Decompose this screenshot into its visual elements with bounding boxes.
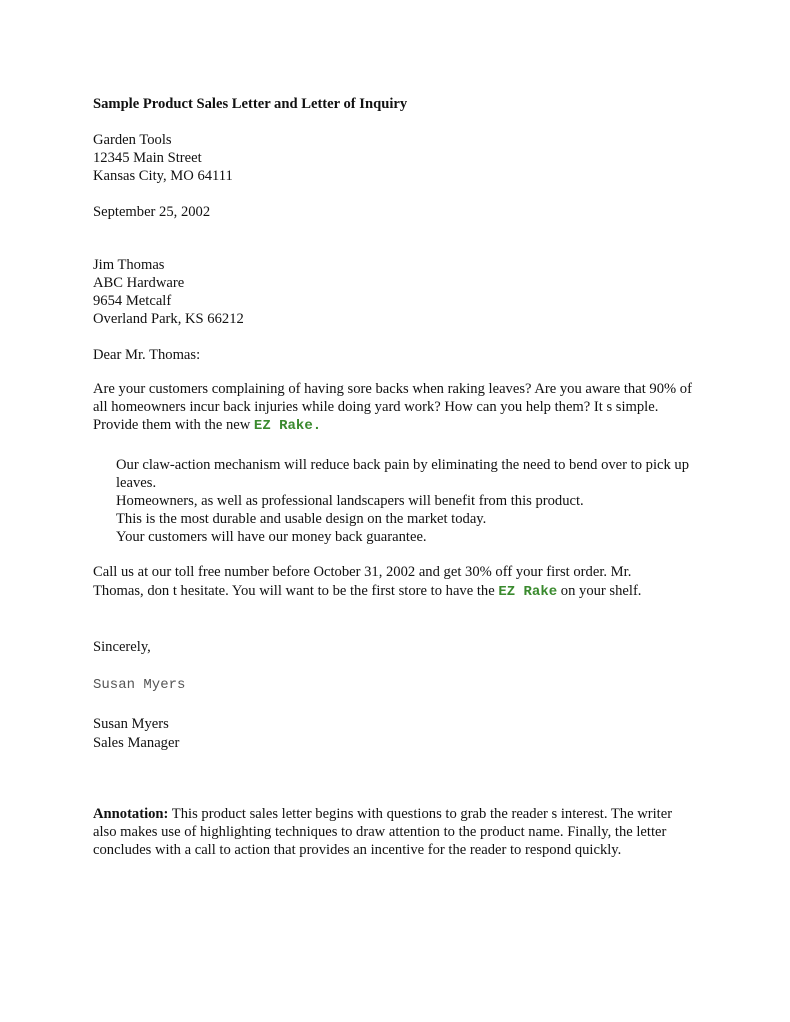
benefit-item: Our claw-action mechanism will reduce back pain by eliminating the need to bend over to pick up leaves. [116, 457, 690, 491]
benefit-item: This is the most durable and usable design on the market today. [116, 511, 487, 527]
signer-name: Susan Myers [93, 716, 169, 732]
recipient-line-2: ABC Hardware [93, 275, 185, 291]
sender-line-1: Garden Tools [93, 132, 172, 148]
signature: Susan Myers [93, 677, 186, 693]
recipient-line-3: 9654 Metcalf [93, 293, 172, 309]
annotation-label: Annotation: [93, 806, 169, 822]
salutation: Dear Mr. Thomas: [93, 347, 201, 363]
annotation-text: This product sales letter begins with questions to grab the reader s interest. The writer also makes use of highlighting techniques to draw attention to the product name. Finally, the letter concludes with a call to action that provides an incentive for the reader to respond quickly. [93, 806, 673, 858]
paragraph-intro-text: Are your customers complaining of having sore backs when raking leaves? Are you aware that 90% of all homeowners incur back injuries while doing yard work? How can you help them? It s simple. Provide them with the new [93, 381, 692, 433]
sender-line-3: Kansas City, MO 64111 [93, 168, 233, 184]
signer-title: Sales Manager [93, 735, 180, 751]
product-name-highlight: EZ Rake [498, 584, 558, 600]
benefit-list [116, 456, 706, 546]
letter-date: September 25, 2002 [93, 204, 211, 220]
sender-line-2: 12345 Main Street [93, 150, 202, 166]
recipient-line-4: Overland Park, KS 66212 [93, 311, 244, 327]
document-title: Sample Product Sales Letter and Letter of Inquiry [93, 96, 408, 112]
recipient-line-1: Jim Thomas [93, 257, 165, 273]
cta-text-before: Call us at our toll free number before October 31, 2002 and get 30% off your first order. Mr. Thomas, don t hesitate. You will want to be the first store to have the [93, 564, 632, 599]
annotation-paragraph [93, 805, 693, 859]
paragraph-intro [93, 380, 698, 435]
cta-text-after: on your shelf. [557, 583, 642, 599]
benefit-item: Homeowners, as well as professional landscapers will benefit from this product. [116, 493, 584, 509]
paragraph-call-to-action [93, 563, 683, 602]
product-name-highlight: EZ Rake. [253, 418, 322, 434]
closing: Sincerely, [93, 639, 151, 655]
benefit-item: Your customers will have our money back guarantee. [116, 529, 427, 545]
